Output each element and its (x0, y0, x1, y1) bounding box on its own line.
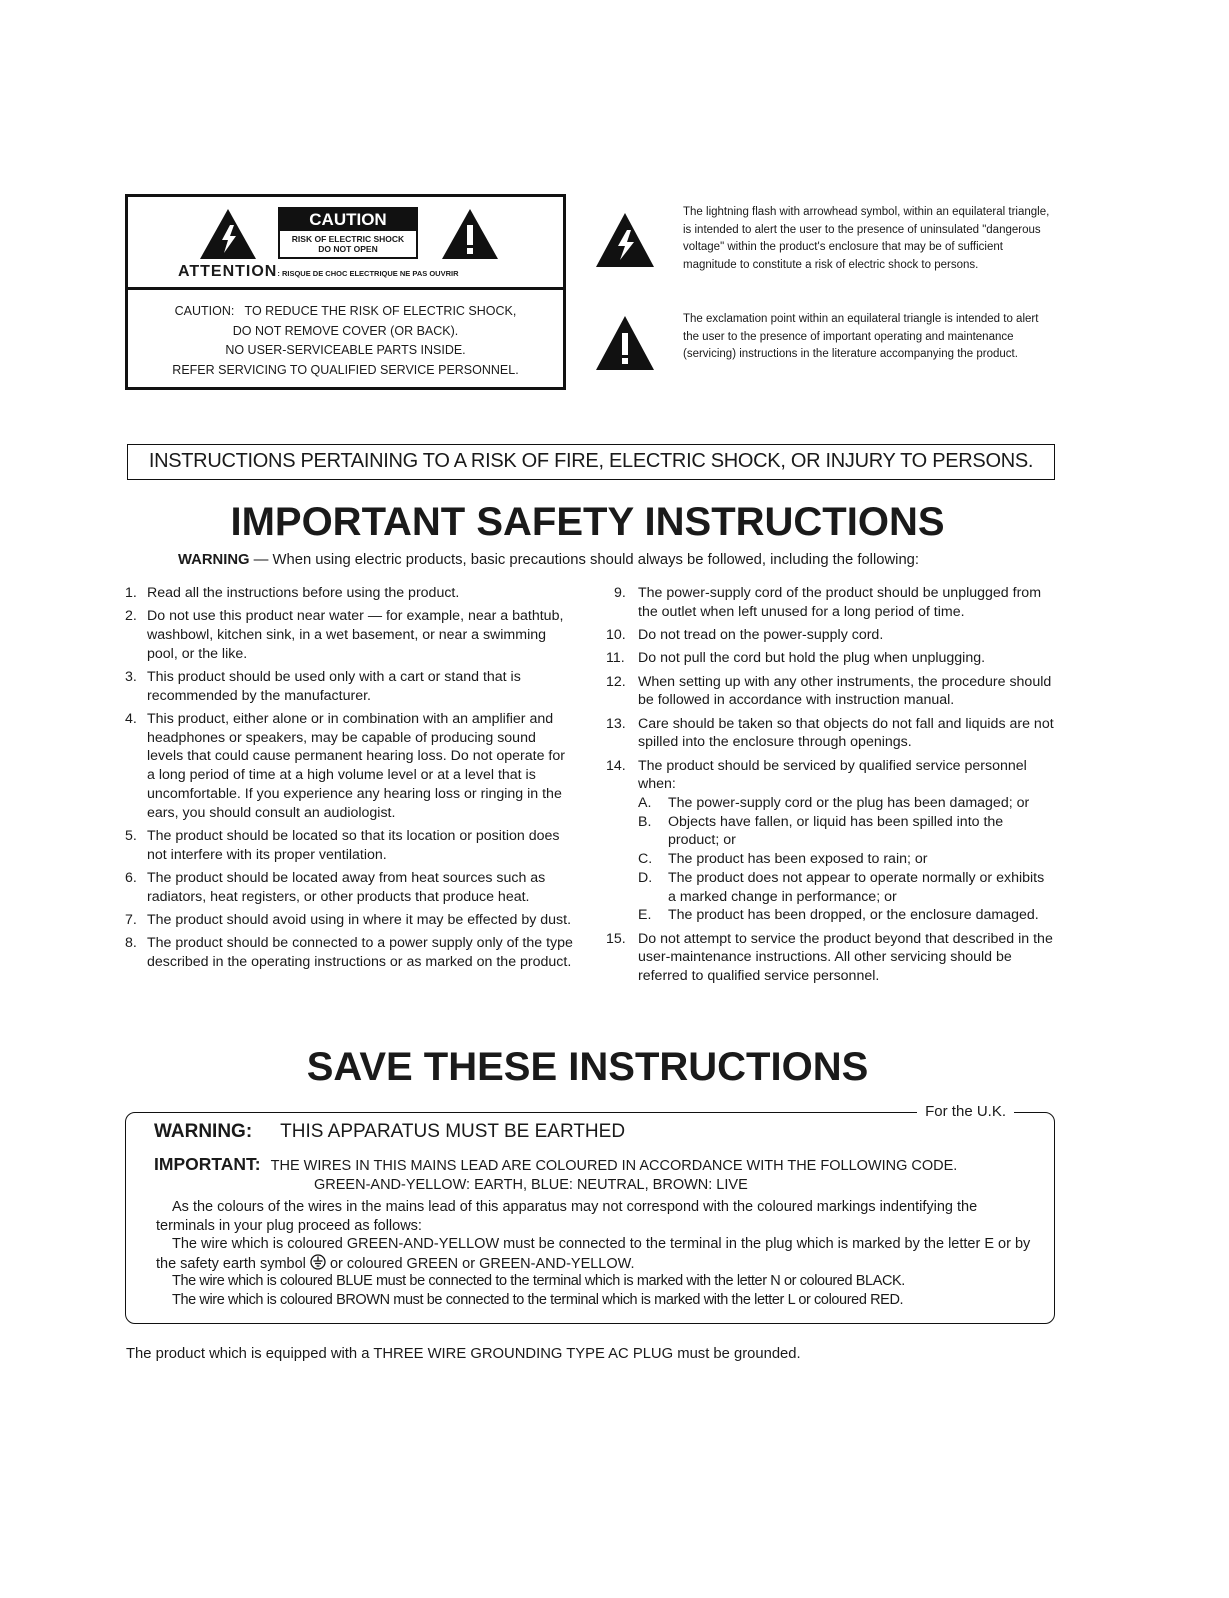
list-item-text: Do not pull the cord but hold the plug when unplugging. (638, 650, 986, 667)
sub-list-item-letter: C. (638, 851, 653, 868)
list-item-number: 4. (125, 711, 137, 727)
exclamation-symbol-text: The exclamation point within an equilateral triangle is intended to alert the user to the presence of important operating and maintenance (servicing) instructions in the literature accompanying the product. (683, 313, 1039, 360)
list-item (606, 649, 1056, 668)
list-item-text: Read all the instructions before using the product. (147, 585, 460, 601)
list-item-text: Care should be taken so that objects do not fall and liquids are not spilled into the enclosure through openings. (638, 715, 1054, 751)
list-item (125, 584, 573, 603)
sub-list-item-letter: B. (638, 813, 652, 830)
list-item-number: 14. (606, 757, 626, 774)
caution-text-line: NO USER-SERVICEABLE PARTS INSIDE. (225, 343, 466, 357)
uk-warning-label: WARNING: (154, 1121, 253, 1142)
caution-text-line: REFER SERVICING TO QUALIFIED SERVICE PERSONNEL. (172, 362, 519, 377)
attention-french-text: : RISQUE DE CHOC ELECTRIQUE NE PAS OUVRIR (277, 269, 459, 278)
save-instructions-title: SAVE THESE INSTRUCTIONS (306, 1045, 869, 1089)
list-item-number: 2. (125, 608, 137, 625)
uk-paragraph: The wire which is coloured BLUE must be connected to the terminal which is marked with the letter N or coloured BLACK. (172, 1273, 905, 1289)
warning-intro (178, 552, 919, 568)
lightning-warning-icon (200, 209, 256, 259)
warning-intro-text: — When using electric products, basic precautions should always be followed, including the following: (249, 552, 920, 568)
warning-intro-label: WARNING (178, 552, 250, 568)
list-item (606, 757, 1056, 794)
exclamation-symbol-icon (596, 316, 654, 370)
exclamation-warning-icon (442, 209, 498, 259)
list-item-text: The product should avoid using in where it may be effected by dust. (147, 911, 572, 928)
caution-text-line: CAUTION: TO REDUCE THE RISK OF ELECTRIC SHOCK, (174, 304, 517, 318)
caution-panel-header (128, 197, 563, 290)
caution-label-heading: CAUTION (280, 209, 416, 231)
list-item-text: Do not use this product near water — for example, near a bathtub, washbowl, kitchen sink, in a wet basement, or near a swimming pool, or the like. (147, 608, 564, 662)
safety-list-right (606, 584, 1056, 990)
list-item-number: 13. (606, 715, 626, 732)
list-item (125, 911, 573, 930)
list-item-number: 11. (606, 650, 625, 667)
list-item-text: Do not tread on the power-supply cord. (638, 627, 884, 643)
list-item-text: The product should be connected to a power supply only of the type described in the operating instructions or as marked on the product. (147, 935, 573, 970)
list-item-number: 8. (125, 935, 137, 952)
caution-text-line: DO NOT REMOVE COVER (OR BACK). (232, 323, 459, 338)
list-item-number: 15. (606, 930, 626, 947)
sub-list-item-text: Objects have fallen, or liquid has been spilled into the product; or (668, 813, 1004, 849)
list-item (606, 626, 1056, 645)
sub-list-item (638, 850, 1056, 869)
list-item (125, 668, 573, 705)
caution-panel (125, 194, 566, 390)
list-item (125, 869, 573, 906)
sub-list-item-text: The product has been dropped, or the enclosure damaged. (668, 907, 1039, 924)
list-item-number: 12. (606, 673, 626, 690)
sub-list-item-text: The product has been exposed to rain; or (668, 851, 928, 868)
list-item (606, 584, 1056, 621)
uk-important-label: IMPORTANT: (154, 1154, 261, 1174)
list-item-number: 5. (125, 827, 137, 844)
safety-list-left (125, 584, 573, 976)
list-item-text: The product should be located away from heat sources such as radiators, heat registers, or other products that produce heat. (147, 869, 546, 905)
sub-list-item (638, 869, 1056, 906)
list-item-number: 6. (125, 869, 137, 886)
attention-word: ATTENTION (178, 263, 278, 280)
uk-important-line1: THE WIRES IN THIS MAINS LEAD ARE COLOURED IN ACCORDANCE WITH THE FOLLOWING CODE. (270, 1158, 958, 1174)
list-item-text: This product should be used only with a cart or stand that is recommended by the manufacturer. (147, 669, 521, 704)
uk-earthing-panel (125, 1103, 1055, 1324)
sub-list-item-text: The power-supply cord or the plug has been damaged; or (668, 795, 1030, 811)
list-item (606, 930, 1056, 986)
uk-warning-text: THIS APPARATUS MUST BE EARTHED (280, 1121, 626, 1142)
sub-list-item (638, 906, 1056, 925)
list-item-text: The power-supply cord of the product should be unplugged from the outlet when left unused for a long period of time. (638, 585, 1042, 620)
list-item-text: When setting up with any other instruments, the procedure should be followed in accordance with instruction manual. (638, 673, 1052, 709)
uk-paragraph: The wire which is coloured BROWN must be connected to the terminal which is marked with the letter L or coloured RED. (172, 1292, 904, 1308)
caution-text (128, 302, 563, 380)
footer-note: The product which is equipped with a THREE WIRE GROUNDING TYPE AC PLUG must be grounded. (126, 1346, 801, 1362)
sub-list-item-letter: E. (638, 907, 652, 924)
list-item (606, 673, 1056, 710)
uk-important-line2: GREEN-AND-YELLOW: EARTH, BLUE: NEUTRAL, BROWN: LIVE (314, 1176, 748, 1193)
page-title: IMPORTANT SAFETY INSTRUCTIONS (230, 500, 945, 544)
sub-list-item-letter: A. (638, 795, 652, 811)
list-item (125, 607, 573, 663)
list-item (125, 934, 573, 971)
uk-note: For the U.K. (917, 1103, 1014, 1120)
instructions-banner: INSTRUCTIONS PERTAINING TO A RISK OF FIRE, ELECTRIC SHOCK, OR INJURY TO PERSONS. (127, 444, 1055, 480)
list-item-number: 9. (614, 585, 626, 601)
caution-label-line1: RISK OF ELECTRIC SHOCK (291, 234, 405, 244)
sub-list-item (638, 813, 1056, 850)
list-item-number: 10. (606, 627, 626, 643)
lightning-symbol-text: The lightning flash with arrowhead symbol, within an equilateral triangle, is intended to alert the user to the presence of uninsulated "dangerous voltage" within the product's enclosure that may be of sufficient magnitude to constitute a risk of electric shock to persons. (683, 206, 1050, 271)
caution-label-line2: DO NOT OPEN (318, 244, 378, 254)
list-item (125, 827, 573, 864)
list-item-text: Do not attempt to service the product beyond that described in the user-maintenance instructions. All other servicing should be referred to qualified service personnel. (638, 930, 1053, 984)
list-item-number: 3. (125, 669, 137, 685)
earth-ground-icon (310, 1254, 326, 1270)
sub-list-item (638, 794, 1056, 813)
caution-label (278, 207, 418, 259)
list-item-number: 7. (125, 911, 137, 928)
sub-list-item-letter: D. (638, 869, 653, 886)
uk-paragraph: As the colours of the wires in the mains lead of this apparatus may not correspond with the coloured markings indentifying the terminals in your plug proceed as follows: (156, 1199, 978, 1234)
uk-warning (154, 1123, 625, 1142)
uk-paragraph-text: The wire which is coloured GREEN-AND-YELLOW must be connected to the terminal in the plug which is marked by the letter E or by the safety earth symbol (156, 1236, 1031, 1272)
uk-paragraph-text: or coloured GREEN or GREEN-AND-YELLOW. (329, 1255, 635, 1272)
list-item-text: The product should be serviced by qualified service personnel when: (638, 757, 1027, 793)
list-item-text: This product, either alone or in combination with an amplifier and headphones or speakers, may be capable of producing sound levels that could cause permanent hearing loss. Do not operate for a long period of time at a high volume level or at a level that is uncomfortable. If you experience any hearing loss or ringing in the ears, you should consult an audiologist. (147, 711, 565, 821)
uk-paragraph (156, 1235, 1036, 1273)
list-item-text: The product should be located so that its location or position does not interfere with its proper ventilation. (147, 827, 560, 863)
list-item (606, 715, 1056, 752)
list-item (125, 710, 573, 822)
lightning-symbol-icon (596, 213, 654, 267)
uk-important (154, 1155, 1034, 1194)
sub-list-item-text: The product does not appear to operate normally or exhibits a marked change in performance; or (668, 869, 1045, 905)
attention-line (178, 263, 459, 281)
list-item-number: 1. (125, 585, 137, 601)
